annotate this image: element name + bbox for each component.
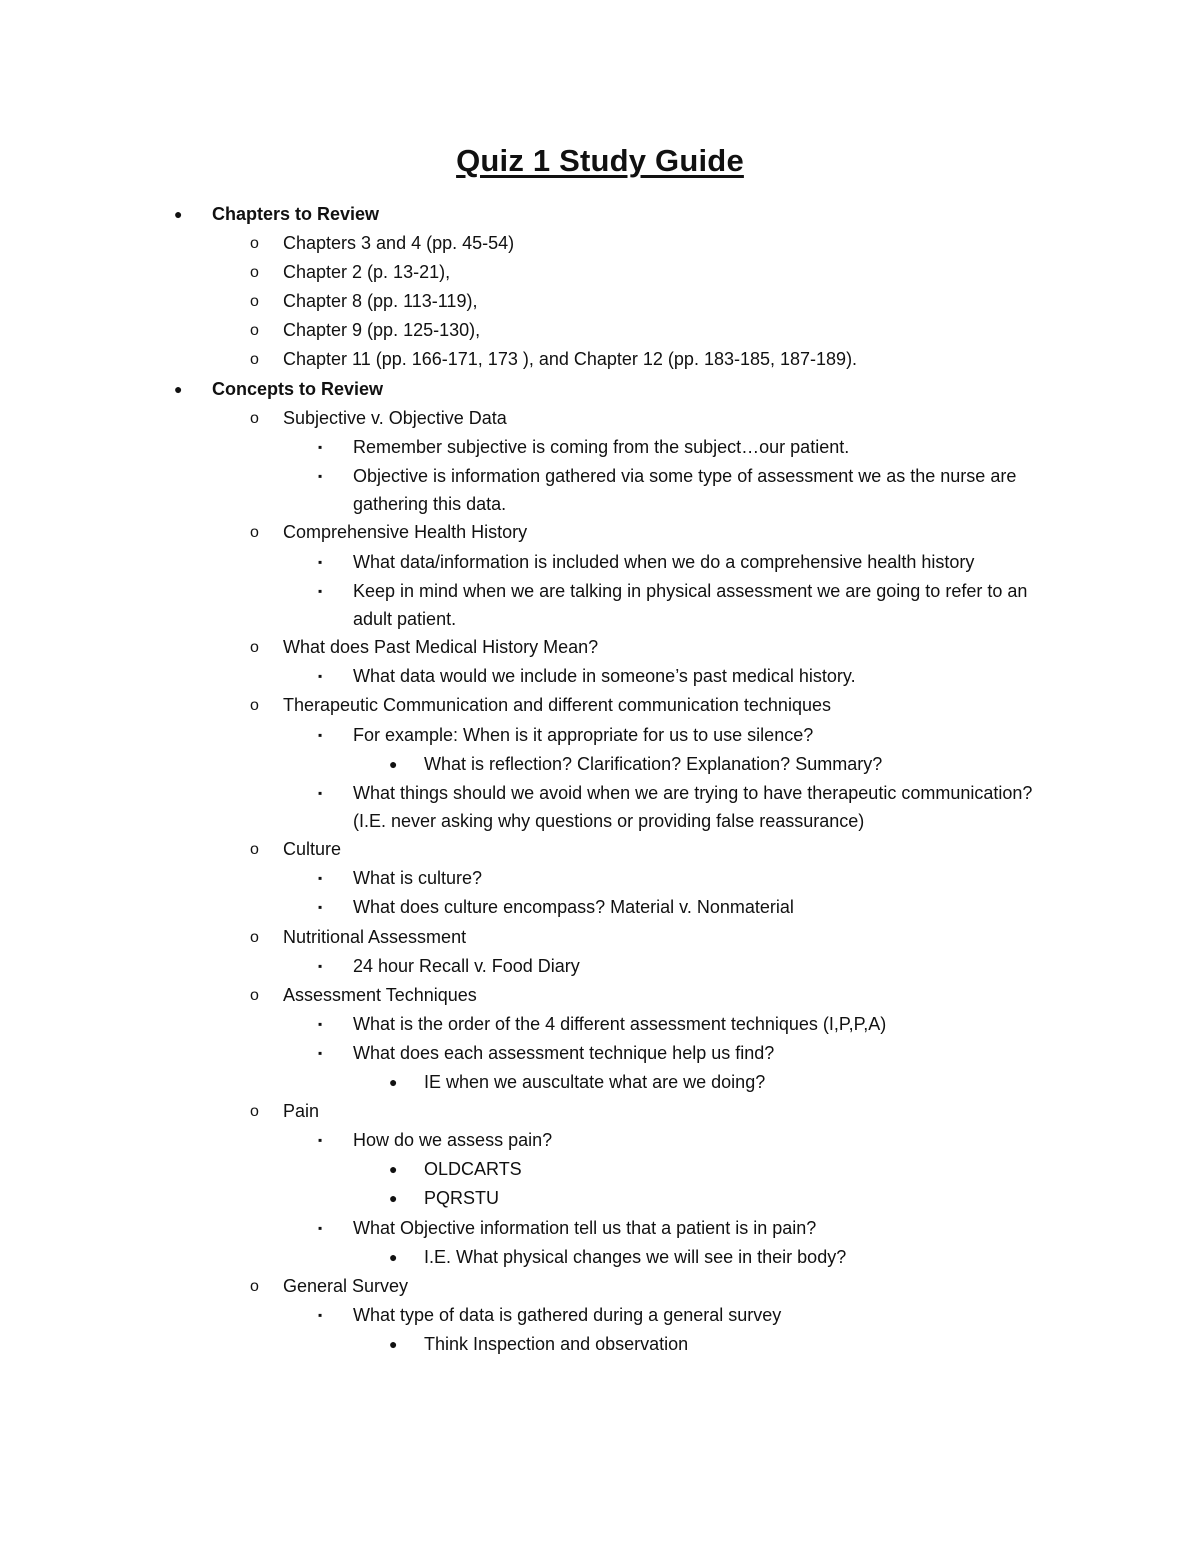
- outline-item-text: Subjective v. Objective Data: [283, 407, 507, 428]
- bullet-marker: ▪: [318, 669, 323, 684]
- outline-item-text: Nutritional Assessment: [283, 926, 467, 947]
- bullet-marker: ▪: [318, 1307, 323, 1322]
- outline-item-text: 24 hour Recall v. Food Diary: [353, 955, 580, 976]
- outline-item-level-2: [0, 316, 1200, 345]
- bullet-marker: ▪: [318, 554, 323, 569]
- outline-item-text: Chapter 2 (p. 13-21),: [283, 262, 451, 283]
- outline-item-text: What data would we include in someone’s past medical history.: [353, 666, 856, 687]
- bullet-marker: o: [250, 524, 259, 542]
- outline-item-text: What does culture encompass? Material v. Nonmaterial: [353, 897, 794, 918]
- bullet-marker: o: [250, 697, 259, 715]
- outline-item-text: What is the order of the 4 different assessment techniques (I,P,P,A): [353, 1013, 887, 1034]
- outline-item-text: What is culture?: [353, 868, 483, 889]
- bullet-marker: o: [250, 928, 259, 946]
- outline-item-level-2: [0, 981, 1200, 1010]
- outline-item-text: What things should we avoid when we are trying to have therapeutic communication? (I.E. never asking why questions or providing false reassurance): [353, 782, 1033, 831]
- outline-item-text: Think Inspection and observation: [424, 1333, 689, 1354]
- outline-item-text: What type of data is gathered during a general survey: [353, 1304, 782, 1325]
- outline-item-level-3: [0, 577, 1200, 634]
- bullet-marker: o: [250, 1103, 259, 1121]
- outline-item-level-3: [0, 864, 1200, 893]
- bullet-marker: o: [250, 409, 259, 427]
- bullet-marker: ▪: [318, 871, 323, 886]
- outline-item-level-4: [0, 1068, 1200, 1097]
- bullet-marker: o: [250, 235, 259, 253]
- outline-item-level-2: [0, 1272, 1200, 1301]
- outline-item-level-2: [0, 1097, 1200, 1126]
- outline-item-text: What does each assessment technique help us find?: [353, 1042, 775, 1063]
- outline-item-text: What is reflection? Clarification? Explanation? Summary?: [424, 753, 883, 774]
- outline-item-level-2: [0, 229, 1200, 258]
- bullet-marker: ●: [389, 1074, 398, 1091]
- bullet-marker: o: [250, 264, 259, 282]
- bullet-marker: ●: [389, 1335, 398, 1352]
- outline-item-level-2: [0, 835, 1200, 864]
- outline-item-level-3: [0, 433, 1200, 462]
- outline-item-level-3: [0, 462, 1200, 519]
- bullet-marker: ●: [174, 206, 183, 222]
- outline-item-text: What does Past Medical History Mean?: [283, 637, 599, 658]
- bullet-marker: ▪: [318, 1045, 323, 1060]
- bullet-marker: ▪: [318, 439, 323, 454]
- outline-item-level-2: [0, 691, 1200, 720]
- outline-item-text: Culture: [283, 839, 342, 860]
- bullet-marker: ●: [389, 755, 398, 772]
- outline-item-level-3: [0, 1126, 1200, 1155]
- bullet-marker: ▪: [318, 785, 323, 800]
- outline-item-level-3: [0, 548, 1200, 577]
- outline-item-text: What data/information is included when we do a comprehensive health history: [353, 551, 975, 572]
- outline-item-level-3: [0, 893, 1200, 922]
- outline-item-level-2: [0, 518, 1200, 547]
- outline-item-text: How do we assess pain?: [353, 1130, 553, 1151]
- bullet-marker: ●: [174, 380, 183, 397]
- outline-item-level-3: [0, 662, 1200, 691]
- outline-item-level-2: [0, 404, 1200, 433]
- outline-item-level-2: [0, 345, 1200, 374]
- outline-item-level-4: [0, 1243, 1200, 1272]
- outline-item-text: Assessment Techniques: [283, 984, 477, 1005]
- outline-item-level-3: [0, 1301, 1200, 1330]
- outline-item-text: Comprehensive Health History: [283, 522, 528, 543]
- outline-item-level-3: [0, 1010, 1200, 1039]
- outline-item-text: IE when we auscultate what are we doing?: [424, 1072, 766, 1093]
- outline-item-level-2: [0, 258, 1200, 287]
- outline-item-text: I.E. What physical changes we will see in their body?: [424, 1246, 847, 1267]
- outline-item-level-1: [0, 200, 1200, 229]
- bullet-marker: ▪: [318, 1220, 323, 1235]
- bullet-marker: ●: [389, 1248, 398, 1265]
- bullet-marker: ▪: [318, 727, 323, 742]
- page-title: Quiz 1 Study Guide: [456, 143, 744, 178]
- outline-item-text: Chapters to Review: [212, 204, 380, 224]
- outline-item-level-4: [0, 1184, 1200, 1213]
- outline-item-text: General Survey: [283, 1275, 409, 1296]
- bullet-marker: ▪: [318, 1016, 323, 1031]
- outline-item-text: Chapter 8 (pp. 113-119),: [283, 291, 478, 312]
- bullet-marker: ▪: [318, 958, 323, 973]
- outline-item-text: Chapters 3 and 4 (pp. 45-54): [283, 233, 515, 254]
- outline-item-level-3: [0, 721, 1200, 750]
- outline-item-text: OLDCARTS: [424, 1159, 522, 1180]
- bullet-marker: ●: [389, 1161, 398, 1178]
- bullet-marker: o: [250, 986, 259, 1004]
- outline-item-level-4: [0, 1330, 1200, 1359]
- outline-item-text: Chapter 9 (pp. 125-130),: [283, 320, 481, 341]
- outline-item-text: What Objective information tell us that a patient is in pain?: [353, 1217, 817, 1238]
- outline-item-level-3: [0, 1214, 1200, 1243]
- bullet-marker: o: [250, 1277, 259, 1295]
- outline-item-text: For example: When is it appropriate for us to use silence?: [353, 724, 814, 745]
- outline-item-text: Concepts to Review: [212, 378, 384, 399]
- outline-item-level-4: [0, 750, 1200, 779]
- outline-item-level-2: [0, 923, 1200, 952]
- outline-item-level-3: [0, 1039, 1200, 1068]
- bullet-marker: o: [250, 293, 259, 311]
- bullet-marker: o: [250, 322, 259, 340]
- outline-item-level-4: [0, 1155, 1200, 1184]
- outline-item-text: Objective is information gathered via some type of assessment we as the nurse are gathering this data.: [353, 465, 1017, 514]
- outline-item-text: Remember subjective is coming from the subject…our patient.: [353, 436, 850, 457]
- outline-item-level-1: [0, 375, 1200, 404]
- outline-item-text: Chapter 11 (pp. 166-171, 173 ), and Chapter 12 (pp. 183-185, 187-189).: [283, 349, 858, 370]
- outline-item-level-2: [0, 633, 1200, 662]
- bullet-marker: ▪: [318, 583, 323, 598]
- outline-item-text: Keep in mind when we are talking in physical assessment we are going to refer to an adult patient.: [353, 580, 1028, 629]
- bullet-marker: o: [250, 841, 259, 859]
- bullet-marker: o: [250, 639, 259, 657]
- bullet-marker: ●: [389, 1190, 398, 1207]
- bullet-marker: ▪: [318, 900, 323, 915]
- bullet-marker: ▪: [318, 1133, 323, 1148]
- outline-item-level-3: [0, 952, 1200, 981]
- bullet-marker: o: [250, 351, 259, 369]
- outline-item-level-2: [0, 287, 1200, 316]
- outline-item-level-3: [0, 779, 1200, 836]
- bullet-marker: ▪: [318, 468, 323, 483]
- outline-item-text: PQRSTU: [424, 1188, 500, 1209]
- outline-item-text: Therapeutic Communication and different communication techniques: [283, 695, 831, 716]
- outline-item-text: Pain: [283, 1101, 320, 1122]
- outline-list: [0, 200, 1200, 1359]
